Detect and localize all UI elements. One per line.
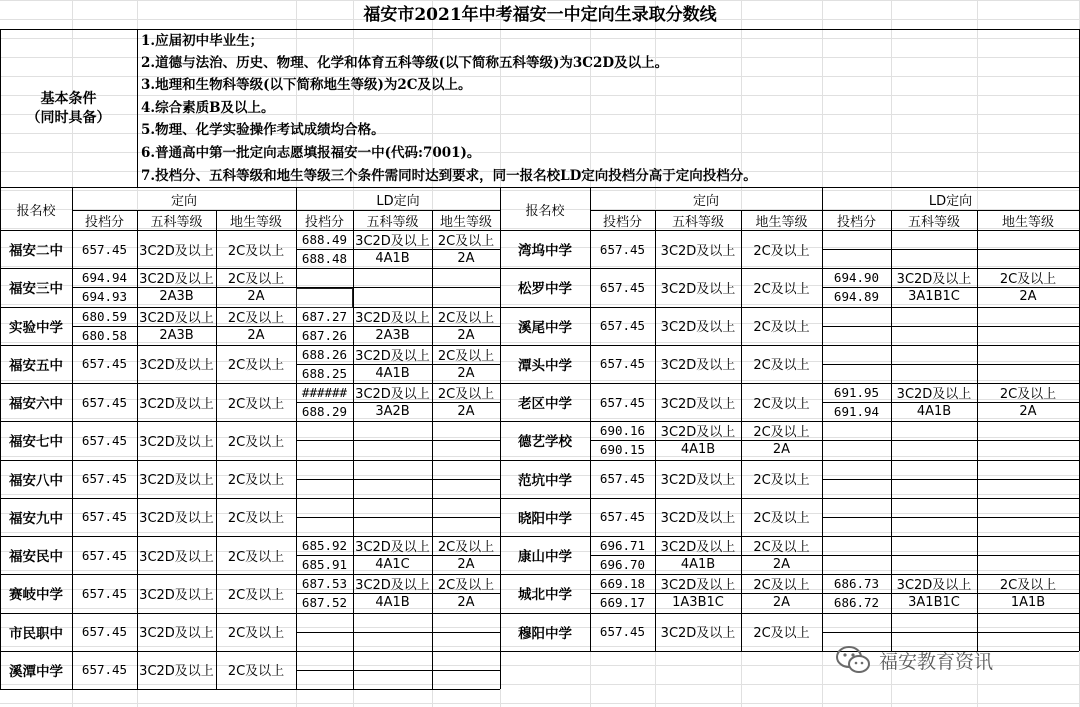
cell-border <box>432 651 433 689</box>
cell-border <box>822 460 823 498</box>
dingxiang-cell: 694.93 <box>81 289 128 305</box>
right-header-school: 报名校 <box>525 203 565 219</box>
ld-cell: 685.92 <box>301 538 348 554</box>
cell-border <box>296 479 500 480</box>
ld-cell: 2A <box>1019 404 1037 420</box>
dingxiang-cell: 3C2D及以上 <box>660 626 736 642</box>
school-name: 赛岐中学 <box>9 587 63 604</box>
dingxiang-cell: 680.59 <box>81 308 128 324</box>
right-header-ld-disheng: 地生等级 <box>1001 214 1054 230</box>
left-header-ld-score: 投档分 <box>304 214 344 230</box>
ld-cell: 687.53 <box>301 576 348 592</box>
ld-cell: 4A1B <box>375 251 410 267</box>
dingxiang-cell: 657.45 <box>81 432 128 448</box>
ld-cell: 3C2D及以上 <box>896 387 972 403</box>
cell-border <box>353 421 354 459</box>
ld-cell: 2C及以上 <box>437 387 495 403</box>
cell-border <box>822 498 823 536</box>
dingxiang-cell: 2C及以上 <box>227 587 285 603</box>
ld-cell: 3C2D及以上 <box>355 387 430 403</box>
ld-cell: 687.52 <box>301 595 348 611</box>
dingxiang-cell: 3C2D及以上 <box>139 626 214 642</box>
ld-cell: 2C及以上 <box>999 387 1057 403</box>
dingxiang-cell: 3C2D及以上 <box>660 540 736 556</box>
conditions-label-line2: （同时具备） <box>26 109 111 126</box>
cell-border <box>822 421 823 459</box>
ld-cell: 2A <box>457 404 475 420</box>
dingxiang-cell: 657.45 <box>81 394 128 410</box>
school-name: 范坑中学 <box>518 472 572 489</box>
dingxiang-cell: 3C2D及以上 <box>139 549 214 565</box>
cell-border <box>822 440 1079 441</box>
dingxiang-cell: 2C及以上 <box>227 243 285 259</box>
conditions-label-line1: 基本条件 <box>40 90 97 107</box>
school-name: 福安七中 <box>9 434 63 451</box>
dingxiang-cell: 2C及以上 <box>753 358 810 374</box>
ld-cell: 2A <box>457 557 475 573</box>
dingxiang-cell: 2C及以上 <box>753 511 810 527</box>
cell-border <box>432 460 433 498</box>
dingxiang-cell: 3C2D及以上 <box>139 272 214 288</box>
ld-cell: 2A <box>457 595 475 611</box>
cell-border <box>822 517 1079 518</box>
left-header-wuke: 五科等级 <box>150 214 203 230</box>
cell-border <box>353 498 354 536</box>
dingxiang-cell: 2C及以上 <box>227 664 285 680</box>
cell-border <box>822 632 1079 633</box>
cell-border <box>432 268 433 306</box>
ld-cell: 2C及以上 <box>437 348 495 364</box>
cell-border <box>353 460 354 498</box>
cell-border <box>977 230 978 268</box>
cell-border <box>296 670 500 671</box>
dingxiang-cell: 3C2D及以上 <box>660 243 736 259</box>
dingxiang-cell: 2C及以上 <box>227 310 285 326</box>
wechat-icon <box>835 645 871 675</box>
school-name: 福安九中 <box>9 510 63 527</box>
dingxiang-cell: 669.17 <box>599 595 646 611</box>
ld-cell: 2C及以上 <box>437 540 495 556</box>
cell-border <box>822 307 823 345</box>
cell-border <box>977 345 978 383</box>
dingxiang-cell: 657.45 <box>599 394 646 410</box>
dingxiang-cell: 657.45 <box>599 509 646 525</box>
cell-border <box>432 613 433 651</box>
dingxiang-cell: 2A <box>772 442 791 458</box>
dingxiang-cell: 3C2D及以上 <box>139 396 214 412</box>
ld-cell: 688.26 <box>301 346 348 362</box>
ld-cell: 686.72 <box>833 595 880 611</box>
cell-border <box>296 651 297 689</box>
dingxiang-cell: 3C2D及以上 <box>660 358 736 374</box>
dingxiang-cell: 2C及以上 <box>753 578 810 594</box>
dingxiang-cell: 2C及以上 <box>227 358 285 374</box>
dingxiang-cell: 3C2D及以上 <box>139 511 214 527</box>
cell-border <box>822 230 823 268</box>
ld-cell: 3C2D及以上 <box>355 540 430 556</box>
dingxiang-cell: 2C及以上 <box>753 281 810 297</box>
ld-cell: 694.90 <box>833 270 880 286</box>
dingxiang-cell: 2C及以上 <box>753 243 810 259</box>
dingxiang-cell: 657.45 <box>599 624 646 640</box>
dingxiang-cell: 694.94 <box>81 270 128 286</box>
left-header-ld-disheng: 地生等级 <box>439 214 492 230</box>
right-header-dingxiang: 定向 <box>692 193 719 209</box>
condition-item: 3.地理和生物科等级(以下简称地生等级)为2C及以上。 <box>141 77 472 93</box>
right-header-disheng: 地生等级 <box>755 214 808 230</box>
dingxiang-cell: 690.15 <box>599 442 646 458</box>
cell-border <box>891 307 892 345</box>
dingxiang-cell: 3C2D及以上 <box>660 473 736 489</box>
dingxiang-cell: 657.45 <box>599 471 646 487</box>
cell-border <box>353 651 354 689</box>
ld-cell: 3C2D及以上 <box>896 578 972 594</box>
dingxiang-cell: 696.70 <box>599 557 646 573</box>
cell-border <box>0 689 500 690</box>
dingxiang-cell: 657.45 <box>81 585 128 601</box>
ld-cell: 2C及以上 <box>999 578 1057 594</box>
left-header-ld-wuke: 五科等级 <box>366 214 419 230</box>
ld-cell: 688.25 <box>301 365 348 381</box>
ld-cell: 688.29 <box>301 404 348 420</box>
dingxiang-cell: 657.45 <box>599 318 646 334</box>
dingxiang-cell: 2A <box>247 327 265 343</box>
ld-cell: 4A1B <box>916 404 952 420</box>
ld-cell: 686.73 <box>833 576 880 592</box>
cell-border <box>296 632 500 633</box>
school-name: 城北中学 <box>518 587 572 604</box>
cell-border <box>977 421 978 459</box>
ld-cell: 3C2D及以上 <box>355 348 430 364</box>
dingxiang-cell: 696.71 <box>599 538 646 554</box>
dingxiang-cell: 2A3B <box>159 327 194 343</box>
dingxiang-cell: 3C2D及以上 <box>660 281 736 297</box>
selected-cell[interactable] <box>296 288 353 308</box>
dingxiang-cell: 657.45 <box>599 356 646 372</box>
dingxiang-cell: 3C2D及以上 <box>660 396 736 412</box>
left-header-ld: LD定向 <box>376 193 420 209</box>
cell-border <box>822 536 823 574</box>
ld-cell: 685.91 <box>301 557 348 573</box>
cell-border <box>891 536 892 574</box>
ld-cell: 691.95 <box>833 385 880 401</box>
cell-border <box>296 460 297 498</box>
dingxiang-cell: 657.45 <box>81 547 128 563</box>
ld-cell: 687.27 <box>301 308 348 324</box>
school-name: 福安二中 <box>9 243 63 260</box>
school-name: 福安六中 <box>9 396 63 413</box>
ld-cell: 3A2B <box>375 404 410 420</box>
right-header-wuke: 五科等级 <box>671 214 724 230</box>
cell-border <box>500 651 501 689</box>
ld-cell: 3C2D及以上 <box>896 272 972 288</box>
cell-border <box>891 421 892 459</box>
school-name: 福安三中 <box>9 281 63 298</box>
ld-cell: 2C及以上 <box>437 578 495 594</box>
ld-cell: 2C及以上 <box>999 272 1057 288</box>
ld-cell: 2C及以上 <box>437 310 495 326</box>
dingxiang-cell: 4A1B <box>680 557 716 573</box>
left-header-school: 报名校 <box>16 203 56 219</box>
dingxiang-cell: 2C及以上 <box>227 396 285 412</box>
cell-border <box>891 460 892 498</box>
school-name: 晓阳中学 <box>518 510 572 527</box>
conditions-label <box>0 30 137 187</box>
dingxiang-cell: 3C2D及以上 <box>660 320 736 336</box>
page-title: 福安市2021年中考福安一中定向生录取分数线 <box>363 5 717 25</box>
dingxiang-cell: 3C2D及以上 <box>139 310 214 326</box>
school-name: 市民职中 <box>9 625 63 642</box>
school-name: 溪尾中学 <box>518 319 572 336</box>
cell-border <box>822 479 1079 480</box>
cell-border <box>822 345 823 383</box>
dingxiang-cell: 657.45 <box>599 241 646 257</box>
school-name: 湾坞中学 <box>518 243 572 260</box>
ld-cell: 4A1B <box>375 595 410 611</box>
ld-cell: 3A1B1C <box>908 289 960 305</box>
dingxiang-cell: 2A <box>247 289 265 305</box>
school-name: 老区中学 <box>518 396 572 413</box>
ld-cell: 2A <box>457 251 475 267</box>
ld-cell: 688.49 <box>301 232 348 248</box>
dingxiang-cell: 680.58 <box>81 327 128 343</box>
ld-cell: 3C2D及以上 <box>355 310 430 326</box>
dingxiang-cell: 2C及以上 <box>227 473 285 489</box>
cell-border <box>822 555 1079 556</box>
cell-border <box>822 364 1079 365</box>
cell-border <box>137 29 138 187</box>
school-name: 穆阳中学 <box>518 625 572 642</box>
cell-border <box>891 345 892 383</box>
dingxiang-cell: 3C2D及以上 <box>139 243 214 259</box>
school-name: 潭头中学 <box>518 357 572 374</box>
ld-cell: ###### <box>301 385 348 401</box>
dingxiang-cell: 2C及以上 <box>227 511 285 527</box>
cell-border <box>353 268 354 306</box>
dingxiang-cell: 2C及以上 <box>227 626 285 642</box>
dingxiang-cell: 657.45 <box>81 662 128 678</box>
cell-border <box>891 498 892 536</box>
condition-item: 5.物理、化学实验操作考试成绩均合格。 <box>141 122 385 138</box>
school-name: 松罗中学 <box>518 281 572 298</box>
right-header-score: 投档分 <box>602 214 642 230</box>
dingxiang-cell: 2A <box>772 595 791 611</box>
dingxiang-cell: 2A <box>772 557 791 573</box>
dingxiang-cell: 2C及以上 <box>753 540 810 556</box>
cell-border <box>822 326 1079 327</box>
condition-item: 1.应届初中毕业生； <box>141 33 264 49</box>
ld-cell: 2A <box>457 327 475 343</box>
dingxiang-cell: 3C2D及以上 <box>660 578 736 594</box>
cell-border <box>822 613 823 651</box>
school-name: 福安八中 <box>9 472 63 489</box>
dingxiang-cell: 3C2D及以上 <box>660 511 736 527</box>
watermark-text: 福安教育资讯 <box>879 650 994 673</box>
condition-item: 4.综合素质B及以上。 <box>141 100 275 116</box>
dingxiang-cell: 657.45 <box>81 509 128 525</box>
ld-cell: 4A1C <box>375 557 410 573</box>
cell-border <box>432 421 433 459</box>
ld-cell: 3C2D及以上 <box>355 578 430 594</box>
dingxiang-cell: 3C2D及以上 <box>139 358 214 374</box>
dingxiang-cell: 690.16 <box>599 423 646 439</box>
dingxiang-cell: 2C及以上 <box>753 626 810 642</box>
cell-border <box>296 613 297 651</box>
cell-border <box>822 249 1079 250</box>
dingxiang-cell: 657.45 <box>599 279 646 295</box>
cell-border <box>296 498 297 536</box>
cell-border <box>353 613 354 651</box>
condition-item: 6.普通高中第一批定向志愿填报福安一中(代码:7001)。 <box>141 145 481 161</box>
left-header-score: 投档分 <box>84 214 124 230</box>
left-header-disheng: 地生等级 <box>229 214 282 230</box>
ld-cell: 3C2D及以上 <box>355 234 430 250</box>
watermark <box>835 645 993 675</box>
cell-border <box>0 703 1080 704</box>
cell-border <box>296 421 297 459</box>
school-name: 康山中学 <box>518 549 572 566</box>
cell-border <box>977 498 978 536</box>
dingxiang-cell: 3C2D及以上 <box>660 425 736 441</box>
ld-cell: 2A <box>1019 289 1037 305</box>
ld-cell: 2A <box>457 365 475 381</box>
school-name: 福安五中 <box>9 357 63 374</box>
dingxiang-cell: 657.45 <box>81 471 128 487</box>
ld-cell: 2A3B <box>375 327 410 343</box>
ld-cell: 688.48 <box>301 251 348 267</box>
dingxiang-cell: 2C及以上 <box>753 473 810 489</box>
cell-border <box>891 230 892 268</box>
ld-cell: 2C及以上 <box>437 234 495 250</box>
dingxiang-cell: 669.18 <box>599 576 646 592</box>
cell-border <box>296 517 500 518</box>
cell-border <box>977 307 978 345</box>
ld-cell: 3A1B1C <box>908 595 960 611</box>
dingxiang-cell: 1A3B1C <box>672 595 724 611</box>
ld-cell: 694.89 <box>833 289 880 305</box>
ld-cell: 691.94 <box>833 404 880 420</box>
school-name: 德艺学校 <box>518 434 572 451</box>
ld-cell: 1A1B <box>1010 595 1046 611</box>
dingxiang-cell: 2A3B <box>159 289 194 305</box>
dingxiang-cell: 4A1B <box>680 442 716 458</box>
dingxiang-cell: 657.45 <box>81 624 128 640</box>
school-name: 福安民中 <box>9 549 63 566</box>
cell-border <box>977 460 978 498</box>
dingxiang-cell: 657.45 <box>81 356 128 372</box>
dingxiang-cell: 2C及以上 <box>227 549 285 565</box>
dingxiang-cell: 2C及以上 <box>753 425 810 441</box>
cell-border <box>977 536 978 574</box>
ld-cell: 4A1B <box>375 365 410 381</box>
dingxiang-cell: 3C2D及以上 <box>139 473 214 489</box>
condition-item: 2.道德与法治、历史、物理、化学和体育五科等级(以下简称五科等级)为3C2D及以上。 <box>141 55 669 71</box>
cell-border <box>296 440 500 441</box>
right-header-ld-wuke: 五科等级 <box>907 214 960 230</box>
dingxiang-cell: 3C2D及以上 <box>139 587 214 603</box>
dingxiang-cell: 3C2D及以上 <box>139 434 214 450</box>
school-name: 溪潭中学 <box>9 663 63 680</box>
dingxiang-cell: 2C及以上 <box>227 272 285 288</box>
left-header-dingxiang: 定向 <box>170 193 197 209</box>
dingxiang-cell: 2C及以上 <box>753 320 810 336</box>
right-header-ld-score: 投档分 <box>836 214 876 230</box>
right-header-ld: LD定向 <box>928 193 973 209</box>
school-name: 实验中学 <box>9 319 63 336</box>
condition-item: 7.投档分、五科等级和地生等级三个条件需同时达到要求，同一报名校LD定向投档分高于定向投档分。 <box>141 168 757 184</box>
ld-cell: 687.26 <box>301 327 348 343</box>
dingxiang-cell: 2C及以上 <box>753 396 810 412</box>
cell-border <box>432 498 433 536</box>
dingxiang-cell: 3C2D及以上 <box>139 664 214 680</box>
dingxiang-cell: 2C及以上 <box>227 434 285 450</box>
dingxiang-cell: 657.45 <box>81 241 128 257</box>
